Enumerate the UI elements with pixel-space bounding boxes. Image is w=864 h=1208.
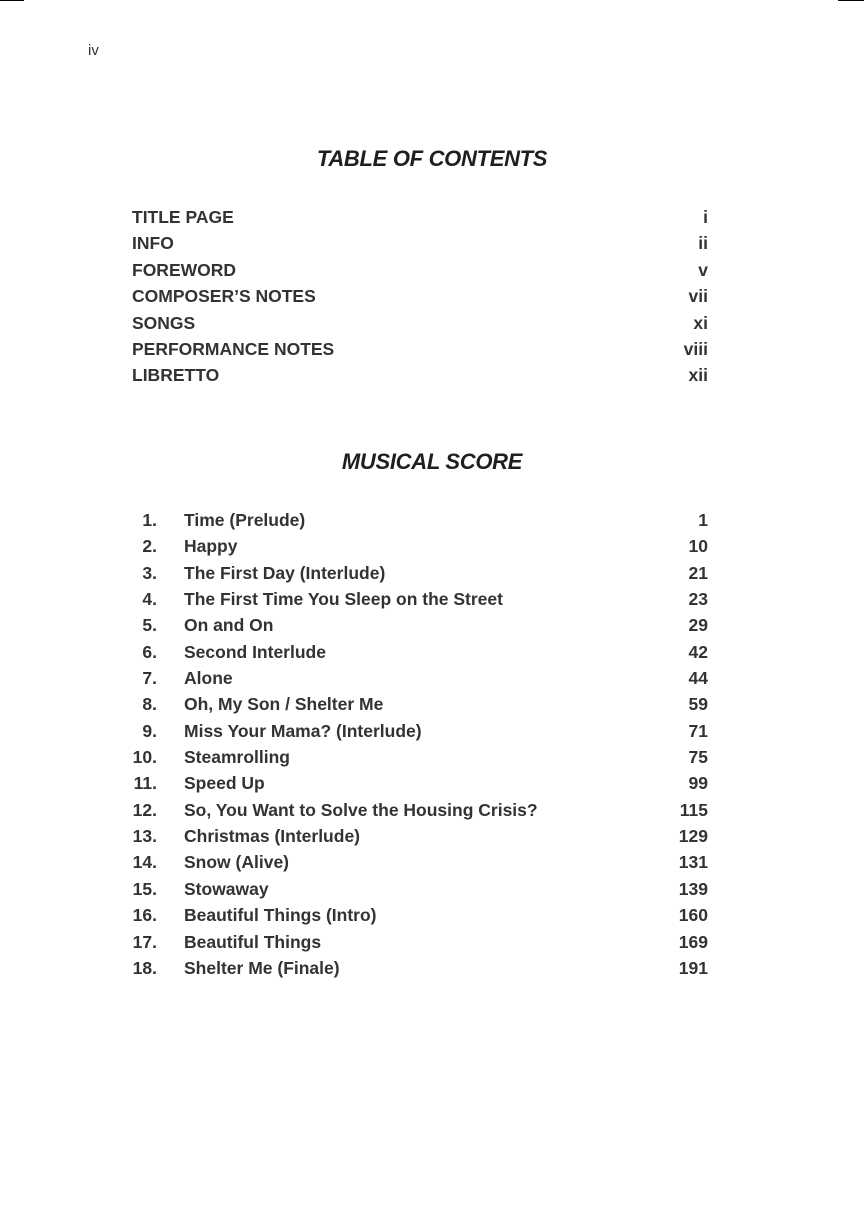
score-entry-title: So, You Want to Solve the Housing Crisis? — [184, 799, 538, 820]
score-entry[interactable] — [124, 745, 708, 771]
score-entry[interactable] — [124, 640, 708, 666]
score-entry-page: 115 — [679, 799, 708, 820]
toc-heading: TABLE OF CONTENTS — [316, 146, 548, 171]
score-entry[interactable] — [124, 850, 708, 876]
score-entry-page: 169 — [678, 931, 708, 952]
score-entry-title: Alone — [184, 668, 233, 689]
score-entry[interactable] — [124, 798, 708, 824]
toc-entry[interactable] — [132, 205, 708, 231]
score-entry-page: 131 — [678, 852, 708, 873]
score-entry-number: 14. — [132, 852, 157, 873]
toc-entry[interactable] — [132, 258, 708, 284]
score-entry-page: 75 — [688, 747, 708, 768]
toc-entry-page: xi — [693, 312, 708, 333]
score-entry-page: 129 — [678, 826, 708, 847]
toc-entry[interactable] — [132, 284, 708, 310]
score-entry-number: 7. — [142, 668, 157, 689]
score-entry-page: 139 — [678, 878, 708, 899]
toc-entry-page: xii — [688, 365, 708, 386]
score-entry-title: Christmas (Interlude) — [184, 826, 360, 847]
score-entry-number: 6. — [142, 641, 157, 662]
crop-mark-right — [838, 0, 864, 1]
toc-entry[interactable] — [132, 337, 708, 363]
score-entry[interactable] — [124, 903, 708, 929]
score-entry-number: 10. — [132, 747, 157, 768]
score-entry-title: Happy — [184, 536, 238, 557]
toc-entry-page: vii — [688, 286, 708, 307]
score-entry-title: The First Day (Interlude) — [184, 562, 386, 583]
score-entry-title: Stowaway — [184, 878, 269, 899]
score-entry[interactable] — [124, 666, 708, 692]
score-entry-page: 42 — [688, 641, 708, 662]
toc-entry-label: INFO — [132, 233, 174, 254]
score-entry-number: 17. — [132, 931, 157, 952]
score-entry[interactable] — [124, 956, 708, 982]
toc-entry-label: LIBRETTO — [132, 365, 220, 386]
score-entry-number: 11. — [133, 773, 157, 794]
score-entry-number: 13. — [132, 826, 157, 847]
score-entry[interactable] — [124, 824, 708, 850]
score-entry-number: 5. — [142, 615, 157, 636]
musical-score-list — [124, 508, 708, 982]
toc-entry-label: SONGS — [132, 312, 196, 333]
score-entry-page: 71 — [688, 720, 708, 741]
front-matter-list — [132, 205, 708, 390]
score-entry-title: Oh, My Son / Shelter Me — [184, 694, 384, 715]
score-entry-title: Beautiful Things — [184, 931, 322, 952]
toc-entry-label: COMPOSER’S NOTES — [132, 286, 316, 307]
score-entry-page: 10 — [688, 536, 708, 557]
toc-entry-label: FOREWORD — [132, 259, 237, 280]
score-entry-page: 21 — [688, 562, 708, 583]
score-entry[interactable] — [124, 587, 708, 613]
score-entry-title: Beautiful Things (Intro) — [184, 905, 377, 926]
score-entry[interactable] — [124, 692, 708, 718]
score-entry-number: 16. — [132, 905, 157, 926]
score-entry-number: 8. — [142, 694, 157, 715]
score-entry-number: 4. — [142, 589, 157, 610]
score-entry-title: Snow (Alive) — [184, 852, 290, 873]
score-entry-page: 99 — [688, 773, 708, 794]
score-entry-title: On and On — [184, 615, 274, 636]
toc-entry-page: viii — [683, 338, 708, 359]
score-entry-page: 1 — [698, 510, 708, 530]
toc-entry[interactable] — [132, 363, 708, 389]
score-entry-number: 9. — [142, 720, 157, 741]
toc-entry-page: ii — [698, 233, 708, 254]
score-entry-number: 18. — [132, 957, 157, 978]
score-entry-title: Speed Up — [184, 773, 265, 794]
toc-entry-page: v — [698, 259, 708, 280]
score-entry[interactable] — [124, 508, 708, 534]
score-entry-page: 44 — [688, 668, 708, 689]
crop-mark-left — [0, 0, 24, 1]
score-entry-title: Second Interlude — [184, 641, 326, 662]
score-entry[interactable] — [124, 534, 708, 560]
score-entry-page: 191 — [678, 957, 708, 978]
score-entry[interactable] — [124, 613, 708, 639]
score-entry-page: 23 — [688, 589, 708, 610]
score-entry-number: 2. — [142, 536, 157, 557]
score-entry-number: 1. — [142, 510, 157, 530]
score-entry-page: 29 — [688, 615, 708, 636]
page-number: iv — [88, 42, 99, 59]
score-entry-title: Shelter Me (Finale) — [184, 957, 340, 978]
musical-score-heading: MUSICAL SCORE — [341, 449, 523, 474]
score-entry-page: 160 — [678, 905, 708, 926]
score-entry[interactable] — [124, 561, 708, 587]
score-entry-title: Time (Prelude) — [184, 510, 306, 530]
score-entry[interactable] — [124, 930, 708, 956]
toc-entry-page: i — [703, 207, 708, 227]
score-entry-number: 3. — [142, 562, 157, 583]
score-entry[interactable] — [124, 877, 708, 903]
toc-entry-label: PERFORMANCE NOTES — [132, 338, 335, 359]
score-entry-title: Steamrolling — [184, 747, 290, 768]
score-entry-title: Miss Your Mama? (Interlude) — [184, 720, 422, 741]
toc-entry[interactable] — [132, 231, 708, 257]
score-entry-number: 15. — [132, 878, 157, 899]
toc-entry-label: TITLE PAGE — [132, 207, 234, 227]
score-entry[interactable] — [124, 771, 708, 797]
toc-entry[interactable] — [132, 311, 708, 337]
score-entry-number: 12. — [132, 799, 157, 820]
score-entry[interactable] — [124, 719, 708, 745]
score-entry-title: The First Time You Sleep on the Street — [184, 589, 503, 610]
score-entry-page: 59 — [688, 694, 708, 715]
